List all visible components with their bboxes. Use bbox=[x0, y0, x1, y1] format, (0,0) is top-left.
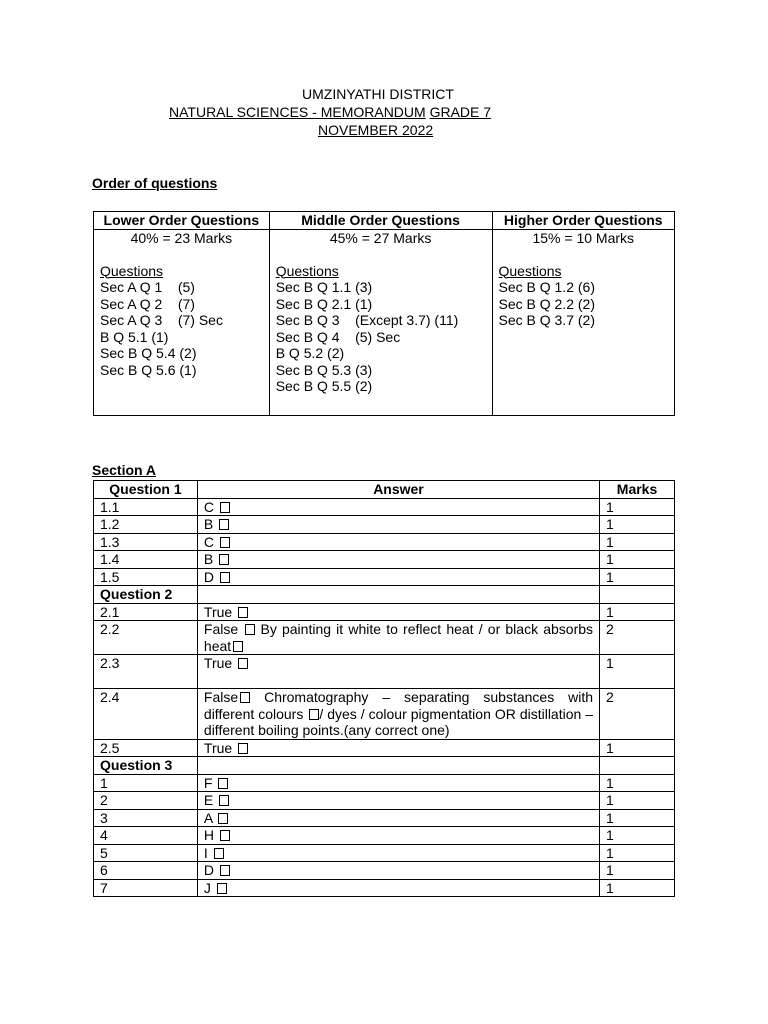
district-title: UMZINYATHI DISTRICT bbox=[302, 86, 454, 102]
higher-order-percent: 15% = 10 Marks bbox=[532, 229, 635, 246]
question-number: 2.3 bbox=[94, 655, 198, 689]
marks-cell: 2 bbox=[600, 621, 675, 655]
table-row bbox=[94, 809, 675, 827]
middle-order-item: B Q 5.2 (2) bbox=[275, 345, 345, 361]
empty-cell bbox=[197, 757, 599, 775]
answer-text: True bbox=[203, 603, 233, 620]
tick-icon bbox=[218, 778, 228, 789]
answer-text: H bbox=[203, 827, 215, 843]
answer-cell bbox=[197, 621, 599, 655]
answer-reason: By painting it white to reflect heat / or black absorbs heat bbox=[203, 621, 594, 654]
tick-icon bbox=[309, 709, 319, 720]
marks-heading: Marks bbox=[600, 481, 675, 499]
middle-order-heading: Middle Order Questions bbox=[269, 212, 492, 230]
table-row bbox=[94, 603, 675, 621]
lower-order-item: Sec A Q 2 (7) bbox=[100, 295, 195, 312]
answer-text: F bbox=[203, 774, 213, 791]
question-number: 1 bbox=[94, 774, 198, 792]
answer-text: E bbox=[203, 792, 214, 808]
marks-cell: 1 bbox=[600, 827, 675, 845]
answer-cell bbox=[197, 655, 599, 689]
question-number: 1.5 bbox=[94, 568, 198, 586]
question-3-header-row bbox=[94, 757, 675, 775]
answer-cell bbox=[197, 774, 599, 792]
table-row bbox=[94, 533, 675, 551]
question-number: 1.4 bbox=[94, 551, 198, 569]
answer-cell bbox=[197, 498, 599, 516]
answer-cell bbox=[197, 827, 599, 845]
question-3-heading: Question 3 bbox=[94, 757, 198, 775]
tick-icon bbox=[220, 502, 230, 513]
higher-order-questions-label: Questions bbox=[498, 262, 562, 279]
middle-order-item: Sec B Q 3 (Except 3.7) (11) bbox=[275, 312, 459, 328]
tick-icon bbox=[238, 607, 248, 618]
answer-text: J bbox=[203, 879, 211, 896]
middle-order-cell bbox=[269, 229, 492, 415]
question-number: 7 bbox=[94, 879, 198, 897]
answer-cell bbox=[197, 739, 599, 757]
question-2-header-row bbox=[94, 586, 675, 604]
middle-order-item: Sec B Q 2.1 (1) bbox=[275, 295, 373, 312]
question-number: 2.2 bbox=[94, 621, 198, 655]
higher-order-heading: Higher Order Questions bbox=[492, 212, 675, 230]
lower-order-heading: Lower Order Questions bbox=[94, 212, 270, 230]
marks-cell: 1 bbox=[600, 774, 675, 792]
marks-cell: 1 bbox=[600, 603, 675, 621]
tick-icon bbox=[219, 795, 229, 806]
answer-header-row bbox=[94, 481, 675, 499]
question-2-heading: Question 2 bbox=[94, 586, 198, 604]
question-number: 2.4 bbox=[94, 689, 198, 740]
table-row bbox=[94, 498, 675, 516]
marks-cell: 1 bbox=[600, 516, 675, 534]
question-number: 1.3 bbox=[94, 533, 198, 551]
higher-order-cell bbox=[492, 229, 675, 415]
middle-order-item: Sec B Q 5.5 (2) bbox=[275, 378, 373, 394]
table-row bbox=[94, 689, 675, 740]
tick-icon bbox=[217, 883, 227, 894]
tick-icon bbox=[218, 813, 228, 824]
middle-order-item: Sec B Q 1.1 (3) bbox=[275, 279, 373, 295]
question-number: 2.1 bbox=[94, 603, 198, 621]
table-row bbox=[94, 568, 675, 586]
order-of-questions-table bbox=[93, 211, 675, 416]
lower-order-cell bbox=[94, 229, 270, 415]
answer-cell bbox=[197, 844, 599, 862]
question-number: 1.1 bbox=[94, 498, 198, 516]
higher-order-item: Sec B Q 1.2 (6) bbox=[498, 279, 595, 295]
order-of-questions-title: Order of questions bbox=[92, 175, 218, 191]
tick-icon bbox=[220, 572, 230, 583]
question-number: 3 bbox=[94, 809, 198, 827]
table-row bbox=[94, 551, 675, 569]
marks-cell: 1 bbox=[600, 879, 675, 897]
tick-icon bbox=[238, 658, 248, 669]
answer-text: False bbox=[203, 689, 239, 705]
tick-icon bbox=[214, 848, 224, 859]
higher-order-item: Sec B Q 2.2 (2) bbox=[498, 295, 595, 312]
subject-title bbox=[169, 104, 768, 121]
answer-cell bbox=[197, 603, 599, 621]
marks-cell: 1 bbox=[600, 551, 675, 569]
answer-text: I bbox=[203, 844, 208, 861]
lower-order-item: Sec A Q 3 (7) Sec bbox=[100, 312, 223, 328]
marks-cell: 1 bbox=[600, 844, 675, 862]
tick-icon bbox=[219, 519, 229, 530]
marks-cell: 1 bbox=[600, 568, 675, 586]
marks-cell: 1 bbox=[600, 862, 675, 880]
table-row bbox=[94, 879, 675, 897]
question-1-heading: Question 1 bbox=[94, 481, 198, 499]
marks-cell: 2 bbox=[600, 689, 675, 740]
marks-cell: 1 bbox=[600, 739, 675, 757]
lower-order-item: Sec B Q 5.6 (1) bbox=[100, 361, 197, 378]
answer-heading: Answer bbox=[197, 481, 599, 499]
answer-cell bbox=[197, 551, 599, 569]
lower-order-item: B Q 5.1 (1) bbox=[100, 328, 169, 345]
answer-text: C bbox=[203, 533, 215, 550]
table-row bbox=[94, 516, 675, 534]
table-row bbox=[94, 827, 675, 845]
table-row bbox=[94, 792, 675, 810]
section-a-title: Section A bbox=[92, 462, 157, 478]
answer-text: True bbox=[203, 655, 233, 671]
empty-cell bbox=[197, 586, 599, 604]
question-number: 2 bbox=[94, 792, 198, 810]
answer-cell bbox=[197, 792, 599, 810]
answer-text: D bbox=[203, 568, 215, 585]
tick-icon bbox=[220, 865, 230, 876]
table-row bbox=[94, 862, 675, 880]
answer-reason-cont: / dyes / colour pigmentation OR distillation – different boiling points.(any correct one) bbox=[203, 705, 594, 738]
question-number: 1.2 bbox=[94, 516, 198, 534]
marks-cell: 1 bbox=[600, 533, 675, 551]
middle-order-percent: 45% = 27 Marks bbox=[329, 229, 432, 246]
marks-cell: 1 bbox=[600, 498, 675, 516]
question-number: 2.5 bbox=[94, 739, 198, 757]
marks-cell: 1 bbox=[600, 655, 675, 689]
answer-reason: Chromatography – separating substances with different colours bbox=[203, 689, 594, 722]
marks-cell: 1 bbox=[600, 792, 675, 810]
table-row bbox=[94, 774, 675, 792]
empty-cell bbox=[600, 586, 675, 604]
tick-icon bbox=[233, 641, 243, 652]
question-number: 5 bbox=[94, 844, 198, 862]
answer-cell bbox=[197, 879, 599, 897]
higher-order-item: Sec B Q 3.7 (2) bbox=[498, 312, 595, 328]
answer-text: False bbox=[203, 621, 239, 637]
middle-order-questions-label: Questions bbox=[275, 262, 339, 279]
tick-icon bbox=[219, 554, 229, 565]
question-number: 6 bbox=[94, 862, 198, 880]
middle-order-item: Sec B Q 5.3 (3) bbox=[275, 361, 373, 378]
answer-cell bbox=[197, 568, 599, 586]
subject-memo-label: NATURAL SCIENCES - MEMORANDUM bbox=[169, 104, 426, 120]
lower-order-item: Sec A Q 1 (5) bbox=[100, 279, 195, 295]
question-number: 4 bbox=[94, 827, 198, 845]
section-a-answer-table bbox=[93, 480, 675, 897]
tick-icon bbox=[220, 830, 230, 841]
answer-cell bbox=[197, 689, 599, 740]
tick-icon bbox=[220, 537, 230, 548]
answer-cell bbox=[197, 533, 599, 551]
answer-cell bbox=[197, 809, 599, 827]
lower-order-questions-label: Questions bbox=[100, 262, 164, 279]
marks-cell: 1 bbox=[600, 809, 675, 827]
lower-order-item: Sec B Q 5.4 (2) bbox=[100, 345, 197, 361]
tick-icon bbox=[245, 624, 255, 635]
tick-icon bbox=[240, 692, 250, 703]
order-header-row bbox=[94, 212, 675, 230]
answer-cell bbox=[197, 516, 599, 534]
table-row bbox=[94, 844, 675, 862]
exam-date: NOVEMBER 2022 bbox=[318, 122, 434, 138]
middle-order-item: Sec B Q 4 (5) Sec bbox=[275, 328, 401, 345]
order-content-row bbox=[94, 229, 675, 415]
table-row bbox=[94, 739, 675, 757]
grade-label: GRADE 7 bbox=[429, 104, 492, 120]
table-row bbox=[94, 655, 675, 689]
answer-cell bbox=[197, 862, 599, 880]
answer-text: True bbox=[203, 739, 233, 756]
answer-text: C bbox=[203, 498, 215, 515]
answer-text: D bbox=[203, 862, 215, 878]
empty-cell bbox=[600, 757, 675, 775]
table-row bbox=[94, 621, 675, 655]
lower-order-percent: 40% = 23 Marks bbox=[130, 229, 233, 246]
tick-icon bbox=[238, 743, 248, 754]
answer-text: A bbox=[203, 809, 213, 826]
answer-text: B bbox=[203, 551, 214, 567]
answer-text: B bbox=[203, 516, 214, 532]
